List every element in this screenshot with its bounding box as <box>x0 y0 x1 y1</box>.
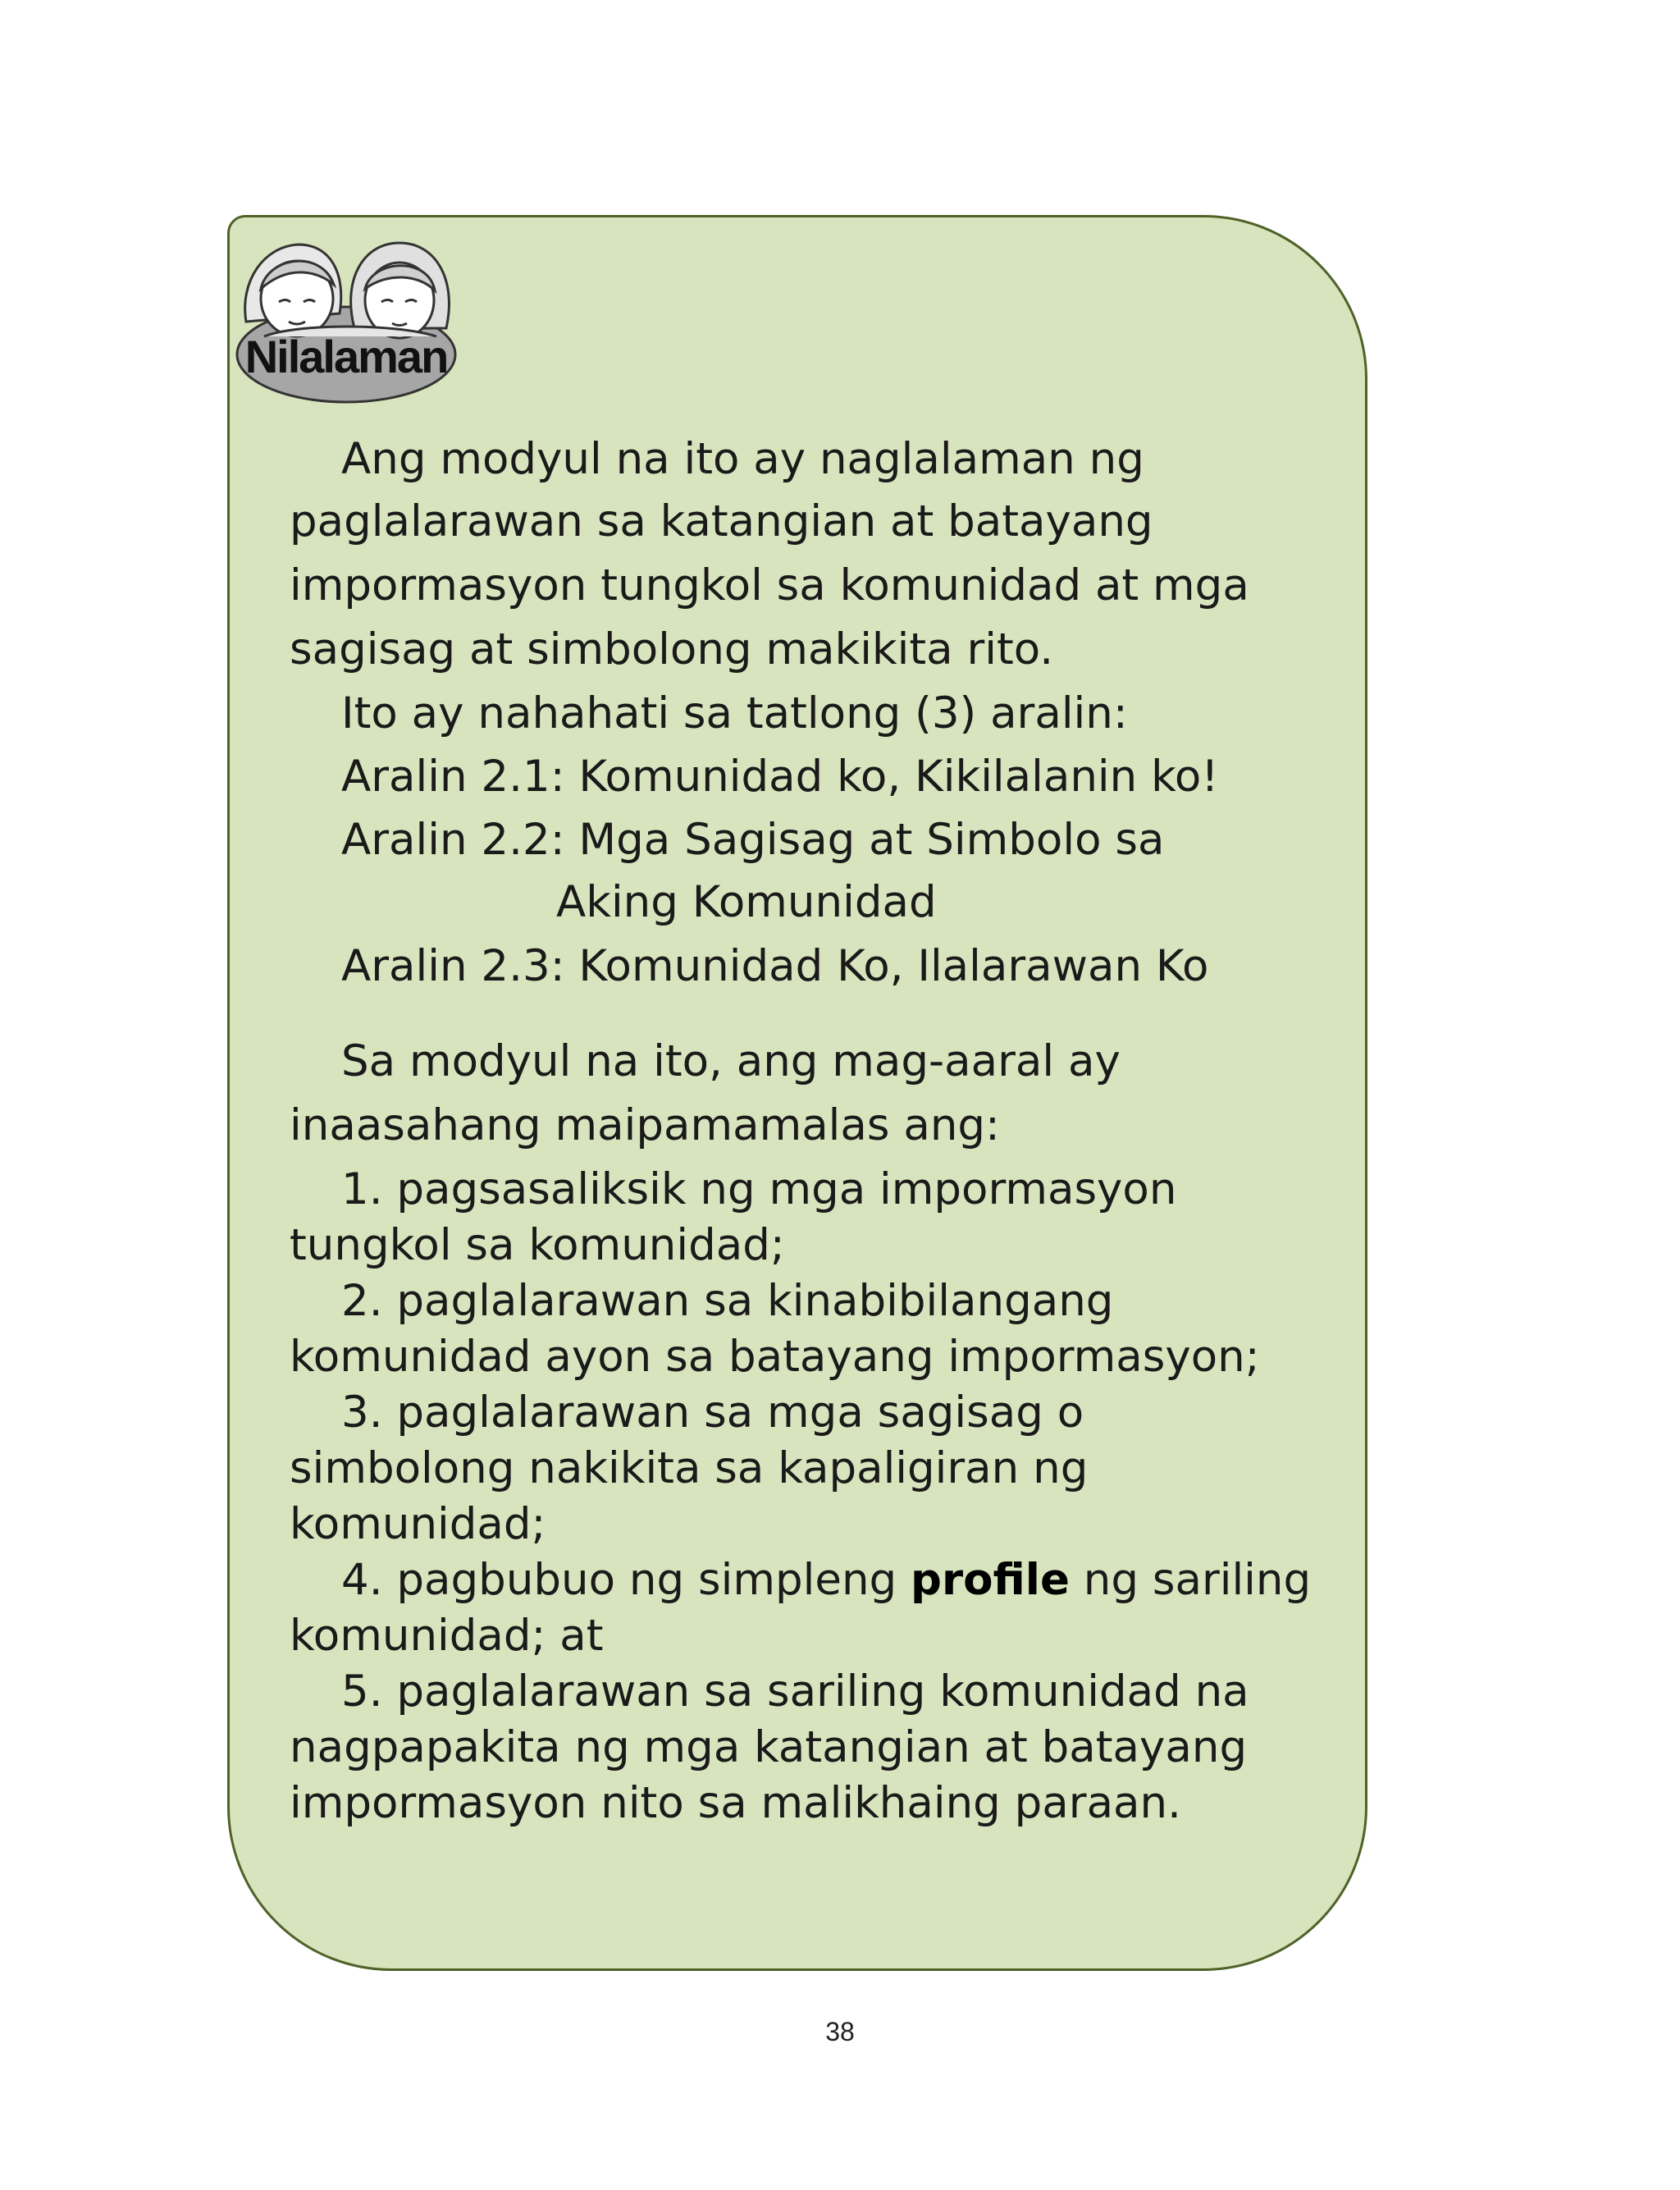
intro-line-3: impormasyon tungkol sa komunidad at mga <box>290 560 1249 610</box>
objective-4-line-1 <box>341 1555 1312 1605</box>
children-reading-icon <box>231 231 461 420</box>
badge-label: Nilalaman <box>244 331 448 382</box>
lesson-2-2: Aralin 2.2: Mga Sagisag at Simbolo sa <box>341 815 1165 865</box>
lesson-2-1: Aralin 2.1: Komunidad ko, Kikilalanin ko! <box>341 752 1219 802</box>
objective-5-line-3: impormasyon nito sa malikhaing paraan. <box>290 1778 1181 1828</box>
objective-3-line-1: 3. paglalarawan sa mga sagisag o <box>341 1388 1084 1438</box>
objective-3-line-3: komunidad; <box>290 1499 546 1549</box>
objectives-intro-line-2: inaasahang maipamamalas ang: <box>290 1100 1000 1150</box>
intro-line-4: sagisag at simbolong makikita rito. <box>290 624 1054 674</box>
objectives-intro-line-1: Sa modyul na ito, ang mag-aaral ay <box>341 1036 1121 1086</box>
objective-2-line-2: komunidad ayon sa batayang impormasyon; <box>290 1332 1260 1382</box>
lesson-2-3: Aralin 2.3: Komunidad Ko, Ilalarawan Ko <box>341 941 1209 991</box>
objective-5-line-1: 5. paglalarawan sa sariling komunidad na <box>341 1667 1249 1717</box>
objective-3-line-2: simbolong nakikita sa kapaligiran ng <box>290 1443 1089 1493</box>
page-number: 38 <box>825 2017 855 2046</box>
intro-line-1: Ang modyul na ito ay naglalaman ng <box>341 434 1144 484</box>
objective-4-text-post: ng sariling <box>1069 1555 1312 1605</box>
objective-4-bold-term: profile <box>911 1555 1070 1605</box>
objective-4-text-pre: 4. pagbubuo ng simpleng <box>341 1555 911 1605</box>
objective-4-line-2: komunidad; at <box>290 1611 604 1661</box>
objective-2-line-1: 2. paglalarawan sa kinabibilangang <box>341 1276 1114 1326</box>
objective-1-line-1: 1. pagsasaliksik ng mga impormasyon <box>341 1164 1177 1214</box>
intro-line-2: paglalarawan sa katangian at batayang <box>290 496 1153 546</box>
lesson-2-2-continued: Aking Komunidad <box>556 877 937 927</box>
nilalaman-badge <box>231 231 461 420</box>
objective-1-line-2: tungkol sa komunidad; <box>290 1220 785 1270</box>
intro-line-5: Ito ay nahahati sa tatlong (3) aralin: <box>341 688 1128 738</box>
objective-5-line-2: nagpapakita ng mga katangian at batayang <box>290 1722 1248 1772</box>
